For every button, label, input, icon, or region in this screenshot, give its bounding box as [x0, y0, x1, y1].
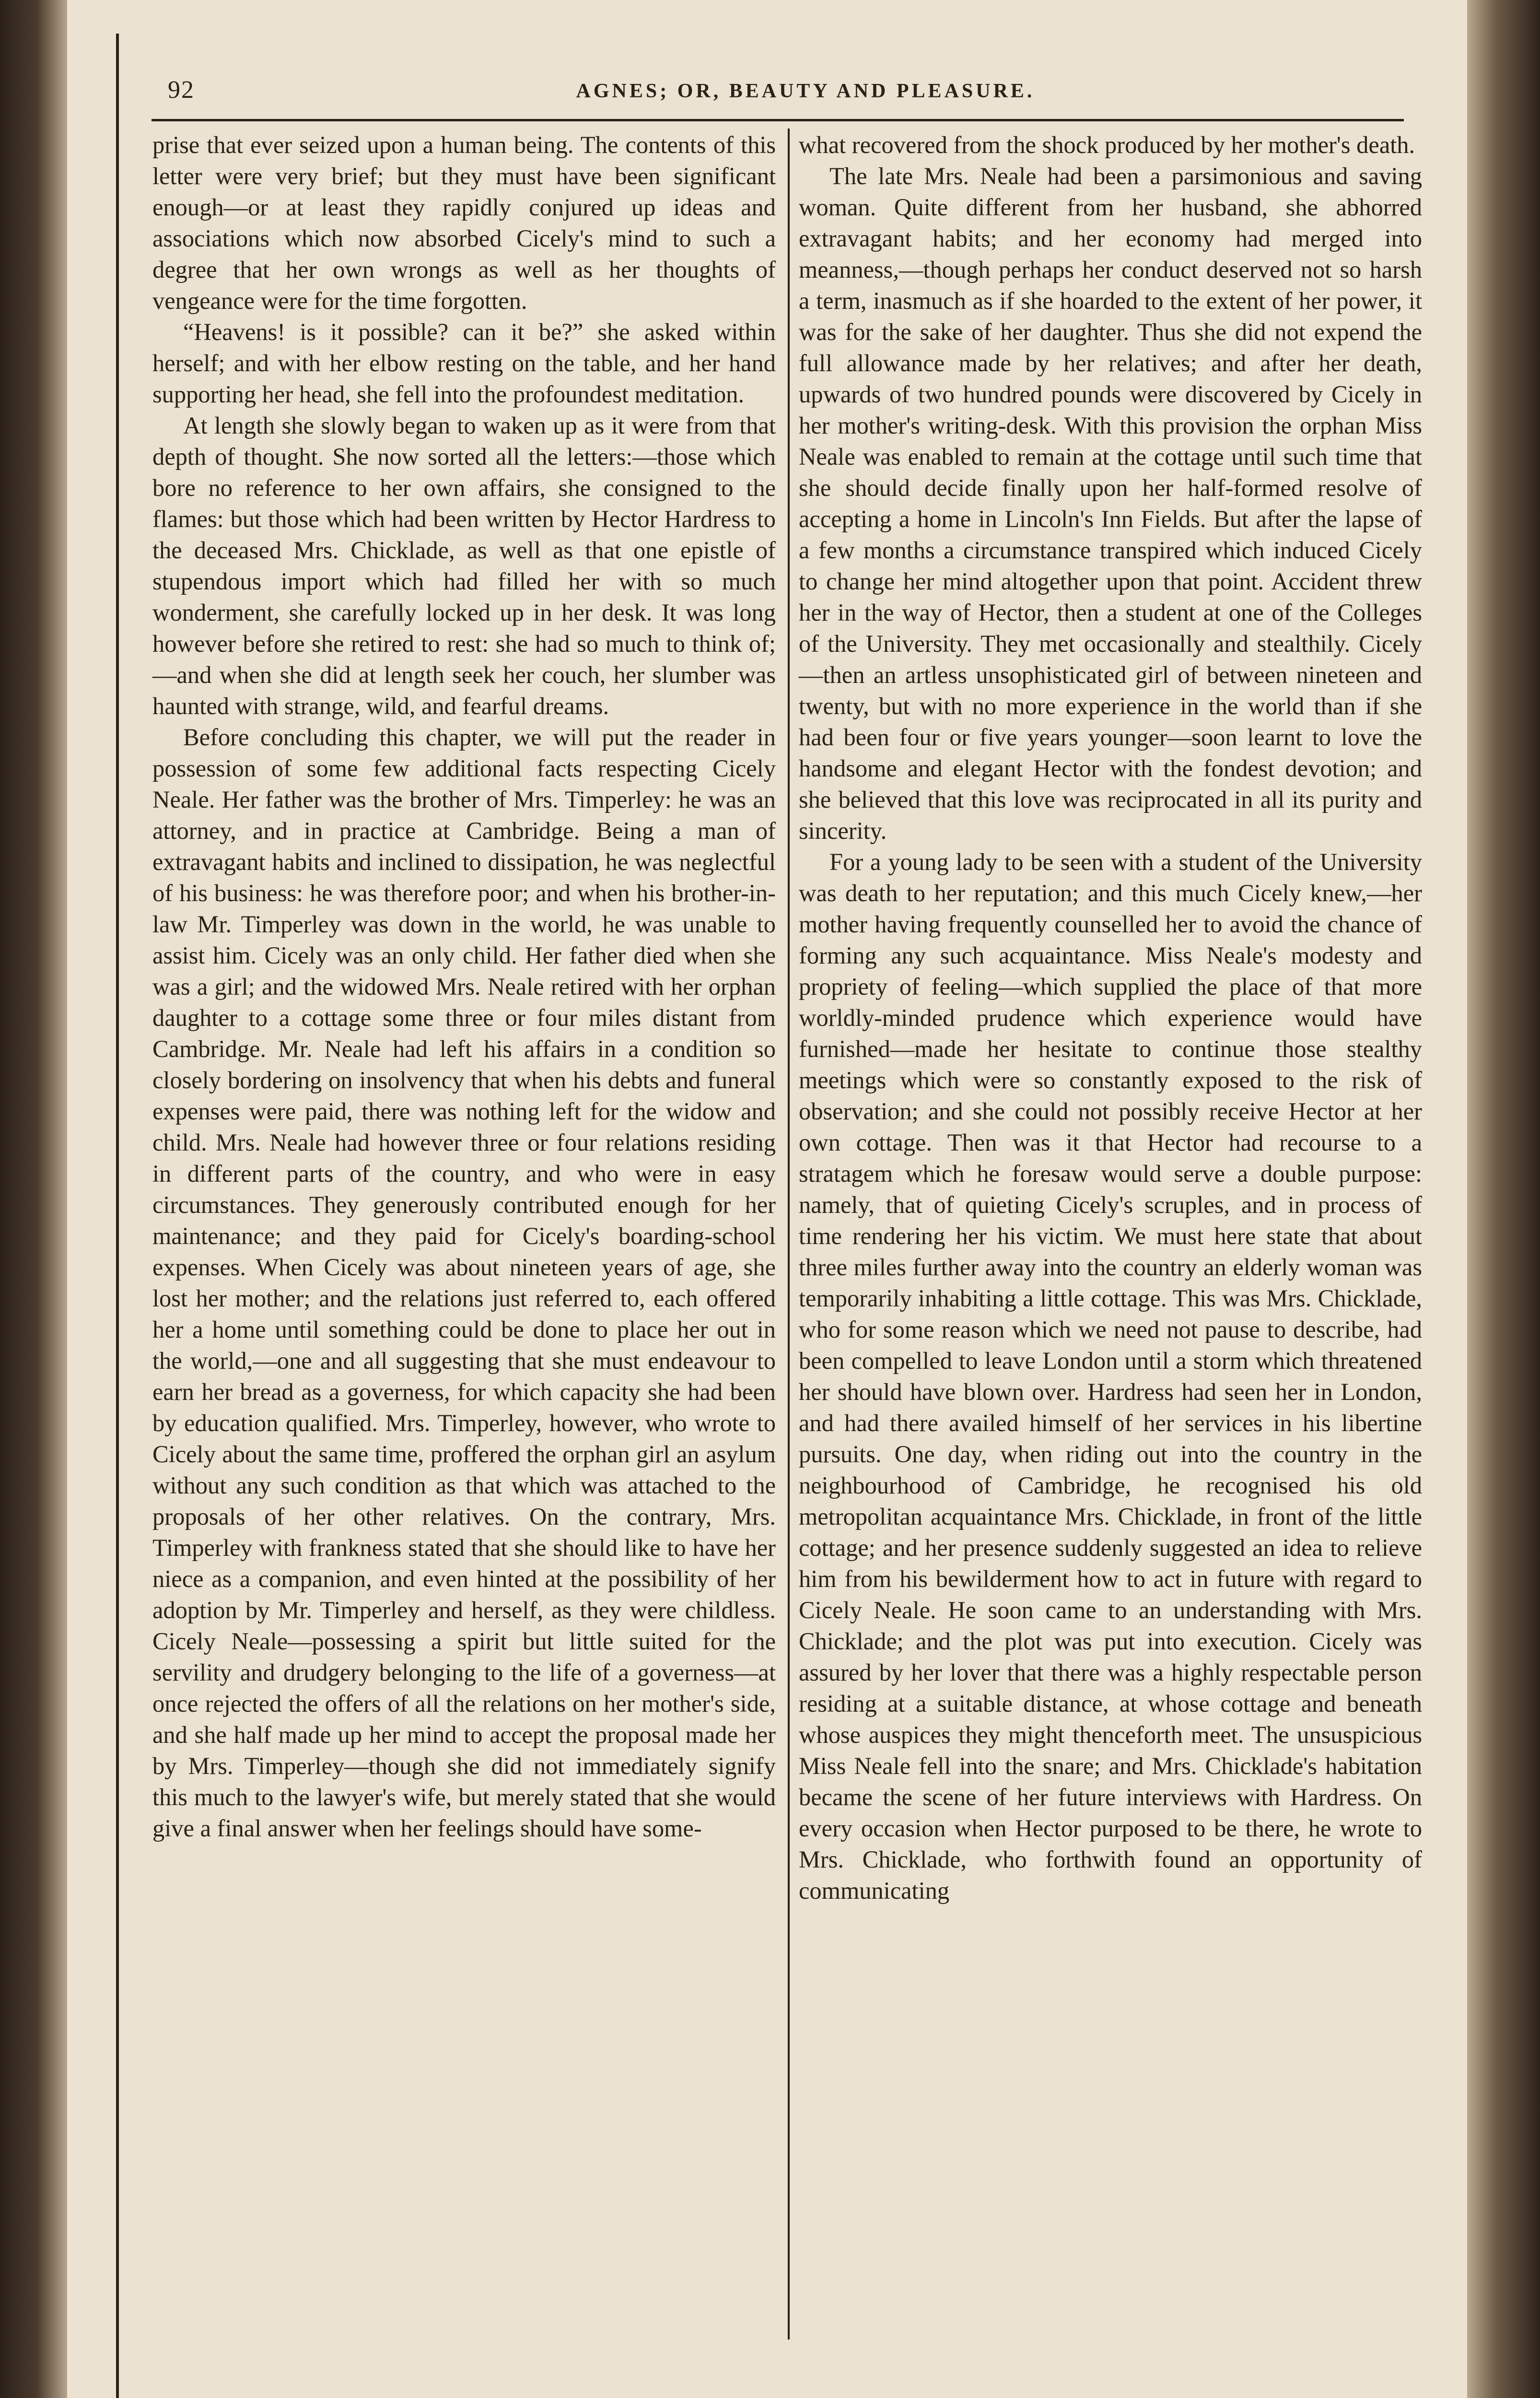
text-column-right	[799, 129, 1422, 1906]
running-title: AGNES; OR, BEAUTY AND PLEASURE.	[576, 80, 1035, 102]
paragraph: The late Mrs. Neale had been a parsimonious and saving woman. Quite different from her husband, she abhorred extravagant habits; and her economy had merged into meanness,—though perhaps her conduct deserved not so harsh a term, inasmuch as if she hoarded to the extent of her power, it was for the sake of her daughter. Thus she did not expend the full allowance made by her relatives; and after her death, upwards of two hundred pounds were discovered by Cicely in her mother's writing-desk. With this provision the orphan Miss Neale was enabled to remain at the cottage until such time that she should decide finally upon her half-formed resolve of accepting a home in Lincoln's Inn Fields. But after the lapse of a few months a circumstance transpired which induced Cicely to change her mind altogether upon that point. Accident threw her in the way of Hector, then a student at one of the Colleges of the University. They met occasionally and stealthily. Cicely—then an artless unsophisticated girl of between nineteen and twenty, but with no more experience in the world than if she had been four or five years younger—soon learnt to love the handsome and elegant Hector with the fondest devotion; and she believed that this love was reciprocated in all its purity and sincerity.	[799, 163, 1422, 844]
text-column-left	[152, 129, 776, 1844]
paragraph: For a young lady to be seen with a student of the University was death to her reputation; and this much Cicely knew,—her mother having frequently counselled her to avoid the chance of forming any such acquaintance. Miss Neale's modesty and propriety of feeling—which supplied the place of that more worldly-minded prudence which experience would have furnished—made her hesitate to continue those stealthy meetings which were so constantly exposed to the risk of observation; and she could not possibly receive Hector at her own cottage. Then was it that Hector had recourse to a stratagem which he foresaw would serve a double purpose: namely, that of quieting Cicely's scruples, and in process of time rendering her his victim. We must here state that about three miles further away into the country an elderly woman was temporarily inhabiting a little cottage. This was Mrs. Chicklade, who for some reason which we need not pause to describe, had been compelled to leave London until a storm which threatened her should have blown over. Hardress had seen her in London, and had there availed himself of her services in his libertine pursuits. One day, when riding out into the country in the neighbourhood of Cambridge, he recognised his old metropolitan acquaintance Mrs. Chicklade, in front of the little cottage; and her presence suddenly suggested an idea to relieve him from his bewilderment how to act in future with regard to Cicely Neale. He soon came to an understanding with Mrs. Chicklade; and the plot was put into execution. Cicely was assured by her lover that there was a highly respectable person residing at a suitable distance, at whose cottage and beneath whose auspices they might thenceforth meet. The unsuspicious Miss Neale fell into the snare; and Mrs. Chicklade's habitation became the scene of her future interviews with Hardress. On every occasion when Hector purposed to be there, he wrote to Mrs. Chicklade, who forthwith found an opportunity of communicating	[799, 848, 1422, 1904]
paragraph: prise that ever seized upon a human being. The contents of this letter were very brief; but they must have been significant enough—or at least they rapidly conjured up ideas and associations which now absorbed Cicely's mind to such a degree that her own wrongs as well as her thoughts of vengeance were for the time forgotten.	[152, 131, 776, 314]
margin-rule	[116, 34, 119, 2398]
page-header	[158, 76, 1453, 124]
book-gutter-shadow	[0, 0, 67, 2398]
paragraph: what recovered from the shock produced by her mother's death.	[799, 131, 1415, 158]
page-number: 92	[168, 76, 195, 104]
header-rule	[152, 119, 1404, 121]
column-divider	[788, 129, 790, 2339]
paragraph: At length she slowly began to waken up as it were from that depth of thought. She now sorted all the letters:—those which bore no reference to her own affairs, she consigned to the flames: but those which had been written by Hector Hardress to the deceased Mrs. Chicklade, as well as that one epistle of stupendous import which had filled her with so much wonderment, she carefully locked up in her desk. It was long however before she retired to rest: she had so much to think of;—and when she did at length seek her couch, her slumber was haunted with strange, wild, and fearful dreams.	[152, 412, 776, 719]
paragraph: “Heavens! is it possible? can it be?” she asked within herself; and with her elbow resting on the table, and her hand supporting her head, she fell into the profoundest meditation.	[152, 318, 776, 408]
paragraph: Before concluding this chapter, we will put the reader in possession of some few additional facts respecting Cicely Neale. Her father was the brother of Mrs. Timperley: he was an attorney, and in practice at Cambridge. Being a man of extravagant habits and inclined to dissipation, he was neglectful of his business: he was therefore poor; and when his brother-in-law Mr. Timperley was down in the world, he was unable to assist him. Cicely was an only child. Her father died when she was a girl; and the widowed Mrs. Neale retired with her orphan daughter to a cottage some three or four miles distant from Cambridge. Mr. Neale had left his affairs in a condition so closely bordering on insolvency that when his debts and funeral expenses were paid, there was nothing left for the widow and child. Mrs. Neale had however three or four relations residing in different parts of the country, and who were in easy circumstances. They generously contributed enough for her maintenance; and they paid for Cicely's boarding-school expenses. When Cicely was about nineteen years of age, she lost her mother; and the relations just referred to, each offered her a home until something could be done to place her out in the world,—one and all suggesting that she must endeavour to earn her bread as a governess, for which capacity she had been by education qualified. Mrs. Timperley, however, who wrote to Cicely about the same time, proffered the orphan girl an asylum without any such condition as that which was attached to the proposals of her other relatives. On the contrary, Mrs. Timperley with frankness stated that she should like to have her niece as a companion, and even hinted at the possibility of her adoption by Mr. Timperley and herself, as they were childless. Cicely Neale—possessing a spirit but little suited for the servility and drudgery belonging to the life of a governess—at once rejected the offers of all the relations on her mother's side, and she half made up her mind to accept the proposal made her by Mrs. Timperley—though she did not immediately signify this much to the lawyer's wife, but merely stated that she would give a final answer when her feelings should have some-	[152, 724, 776, 1842]
book-edge-shadow	[1467, 0, 1540, 2398]
